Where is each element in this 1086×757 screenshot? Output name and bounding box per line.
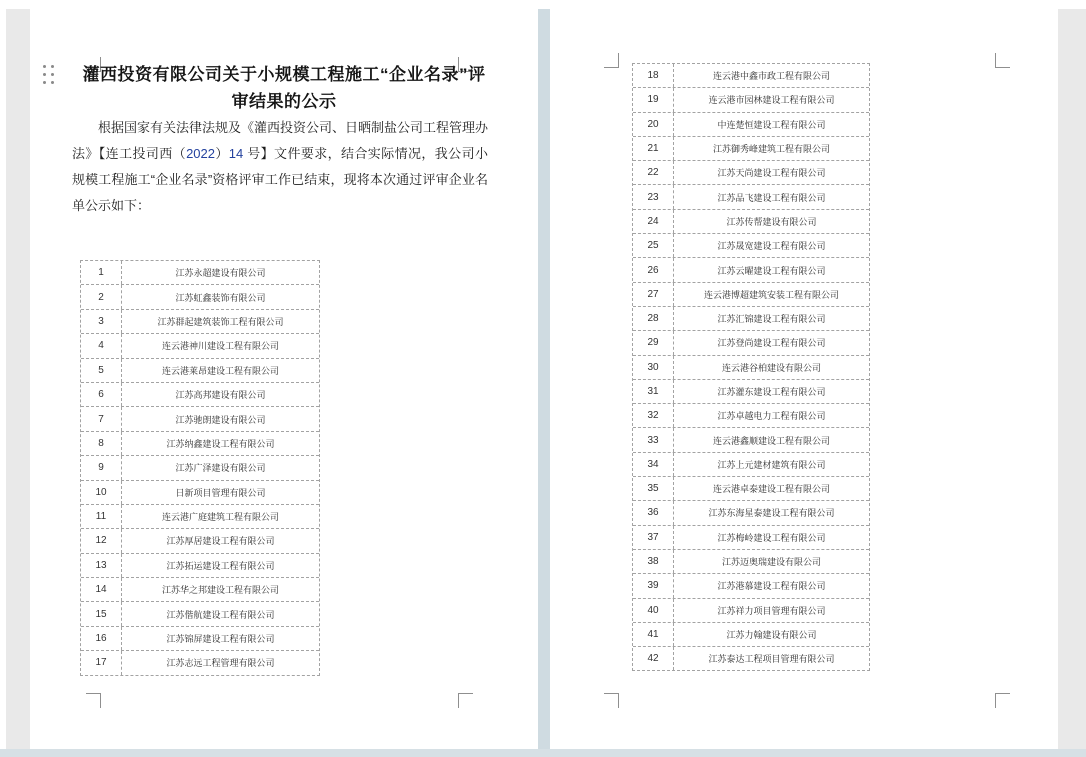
table-row [633,526,869,550]
company-name-cell[interactable]: 连云港广庭建筑工程有限公司 [161,512,279,523]
company-name-cell[interactable]: 江苏御秀峰建筑工程有限公司 [712,144,830,155]
company-name-cell[interactable]: 江苏高邦建设有限公司 [175,390,266,401]
row-number-cell[interactable]: 11 [81,505,122,528]
margin-mark-bottom-right [995,693,1010,708]
row-number-cell[interactable]: 18 [633,64,674,87]
document-title[interactable] [70,61,498,115]
company-name-cell[interactable]: 连云港鑫顺建设工程有限公司 [712,435,830,446]
row-number-cell[interactable]: 42 [633,647,674,670]
row-number-cell[interactable]: 29 [633,331,674,354]
row-number-cell[interactable]: 17 [81,651,122,674]
company-name-cell[interactable]: 江苏虹鑫装饰有限公司 [175,292,266,303]
row-number-cell[interactable]: 10 [81,481,122,504]
row-number-cell[interactable]: 15 [81,602,122,625]
table-row [81,651,319,674]
table-row [633,161,869,185]
company-name-cell[interactable]: 江苏偕航建设工程有限公司 [166,609,275,620]
row-number-cell[interactable]: 40 [633,599,674,622]
row-number-cell[interactable]: 37 [633,526,674,549]
table-row [633,453,869,477]
margin-mark-top-right [995,53,1010,68]
company-name-cell[interactable]: 江苏志远工程管理有限公司 [166,658,275,669]
row-number-cell[interactable]: 22 [633,161,674,184]
table-row [633,210,869,234]
table-row [633,137,869,161]
row-number-cell[interactable]: 27 [633,283,674,306]
row-number-cell[interactable]: 34 [633,453,674,476]
table-row [81,529,319,553]
company-name-cell[interactable]: 连云港博超建筑安装工程有限公司 [703,289,839,300]
paragraph-doc-number: 14 [228,146,244,161]
document-title-line1: 灌西投资有限公司关于小规模工程施工“企业名录”评 [82,65,486,84]
table-row [81,334,319,358]
company-name-cell[interactable]: 江苏灌东建设工程有限公司 [717,387,826,397]
table-row [81,554,319,578]
table-row [633,185,869,209]
paragraph-text: 根据国家有关法律法规及《灌西投资公司、日晒制盐公司工程管理办法》【连工投司西（ [72,120,489,161]
company-name-cell[interactable]: 江苏力翰建设有限公司 [726,629,817,640]
table-row [633,283,869,307]
table-row [81,578,319,602]
company-name-cell[interactable]: 日新项目管理有限公司 [175,487,266,498]
table-row [81,261,319,285]
row-number-cell[interactable]: 16 [81,627,122,650]
company-name-cell[interactable]: 江苏港慕建设工程有限公司 [717,581,826,592]
table-row [633,623,869,647]
row-number-cell[interactable]: 8 [81,432,122,455]
company-name-cell[interactable]: 连云港中鑫市政工程有限公司 [712,71,830,82]
table-row [81,432,319,456]
table-row [81,481,319,505]
company-name-cell[interactable]: 江苏云曜建设工程有限公司 [717,265,826,276]
table-row [81,383,319,407]
margin-mark-top-left [604,53,619,68]
window-bottom-strip [0,749,1086,757]
company-name-cell[interactable]: 江苏天尚建设工程有限公司 [717,168,826,179]
table-row [633,501,869,525]
company-name-cell[interactable]: 连云港莱昂建设工程有限公司 [161,365,279,376]
company-name-cell[interactable]: 江苏卓越电力工程有限公司 [717,411,826,422]
row-number-cell[interactable]: 6 [81,383,122,406]
company-name-cell[interactable]: 江苏迈奥瑞建设有限公司 [721,557,821,568]
company-name-cell[interactable]: 江苏厚居建设工程有限公司 [166,536,275,547]
company-name-cell[interactable]: 江苏拓运建设工程有限公司 [166,560,275,571]
table-row [633,64,869,88]
margin-mark-bottom-left [604,693,619,708]
row-number-cell[interactable]: 12 [81,529,122,552]
document-paragraph[interactable] [72,115,488,219]
row-number-cell[interactable]: 36 [633,501,674,524]
paragraph-text: ） [214,146,229,161]
company-name-cell[interactable]: 中连楚恒建设工程有限公司 [717,119,826,130]
table-row [633,234,869,258]
company-name-cell[interactable]: 江苏驰朗建设有限公司 [175,414,266,425]
row-number-cell[interactable]: 9 [81,456,122,479]
row-number-cell[interactable]: 24 [633,210,674,233]
company-name-cell[interactable]: 江苏广泽建设有限公司 [175,463,266,474]
company-name-cell[interactable]: 江苏锦屏建设工程有限公司 [166,634,275,645]
company-name-cell[interactable]: 江苏群起建筑装饰工程有限公司 [157,316,284,327]
row-number-cell[interactable]: 28 [633,307,674,330]
company-name-cell[interactable]: 连云港谷柏建设有限公司 [721,362,821,373]
table-row [633,356,869,380]
row-number-cell[interactable]: 39 [633,574,674,597]
margin-mark-bottom-right [458,693,473,708]
window-top-strip [0,0,1086,9]
row-number-cell[interactable]: 25 [633,234,674,257]
row-number-cell[interactable]: 31 [633,380,674,403]
table-row [81,359,319,383]
margin-mark-bottom-left [86,693,101,708]
table-row [633,307,869,331]
row-number-cell[interactable]: 13 [81,554,122,577]
table-row [633,258,869,282]
row-number-cell[interactable]: 1 [81,261,122,284]
row-number-cell[interactable]: 2 [81,285,122,308]
row-number-cell[interactable]: 21 [633,137,674,160]
table-row [633,404,869,428]
company-name-cell[interactable]: 江苏晟宽建设工程有限公司 [717,241,826,252]
table-row [81,310,319,334]
table-row [633,428,869,452]
row-number-cell[interactable]: 26 [633,258,674,281]
page-gap [538,9,550,749]
row-number-cell[interactable]: 5 [81,359,122,382]
row-number-cell[interactable]: 19 [633,88,674,111]
table-row [633,574,869,598]
paragraph-drag-handle-icon[interactable] [43,65,55,86]
row-number-cell[interactable]: 7 [81,407,122,430]
row-number-cell[interactable]: 38 [633,550,674,573]
table-row [633,550,869,574]
company-name-cell[interactable]: 江苏泰达工程项目管理有限公司 [708,654,835,665]
table-row [633,380,869,404]
row-number-cell[interactable]: 32 [633,404,674,427]
company-name-cell[interactable]: 江苏祥力项目管理有限公司 [717,605,826,616]
company-name-cell[interactable]: 江苏上元建材建筑有限公司 [717,459,826,470]
page-2[interactable] [550,9,1058,749]
company-name-cell[interactable]: 江苏纳鑫建设工程有限公司 [166,438,275,449]
company-name-cell[interactable]: 连云港市园林建设工程有限公司 [708,95,835,106]
row-number-cell[interactable]: 30 [633,356,674,379]
table-row [81,407,319,431]
row-number-cell[interactable]: 23 [633,185,674,208]
paragraph-year-number: 2022 [186,146,215,161]
company-table-page2 [632,63,870,671]
company-table-page1 [80,260,320,676]
row-number-cell[interactable]: 14 [81,578,122,601]
row-number-cell[interactable]: 41 [633,623,674,646]
company-name-cell[interactable]: 江苏华之邦建设工程有限公司 [161,585,279,596]
company-name-cell[interactable]: 江苏梅岭建设工程有限公司 [717,532,826,543]
company-name-cell[interactable]: 江苏登尚建设工程有限公司 [717,338,826,349]
company-name-cell[interactable]: 江苏永超建设有限公司 [175,268,266,279]
company-name-cell[interactable]: 江苏汇锦建设工程有限公司 [717,314,826,325]
table-row [633,113,869,137]
company-name-cell[interactable]: 连云港神川建设工程有限公司 [161,341,279,352]
table-row [81,602,319,626]
table-row [633,647,869,670]
row-number-cell[interactable]: 4 [81,334,122,357]
table-row [81,285,319,309]
window-left-strip [0,0,6,749]
company-name-cell[interactable]: 连云港卓泰建设工程有限公司 [712,484,830,495]
table-row [81,505,319,529]
table-row [633,331,869,355]
page-1[interactable] [30,9,538,749]
table-row [81,456,319,480]
company-name-cell[interactable]: 江苏传帮建设有限公司 [726,216,817,227]
company-name-cell[interactable]: 江苏东海星泰建设工程有限公司 [708,508,835,519]
table-row [633,88,869,112]
row-number-cell[interactable]: 3 [81,310,122,333]
row-number-cell[interactable]: 35 [633,477,674,500]
table-row [81,627,319,651]
paragraph-text: 号】文件要求，结合实际情况，我公司小规模工程施工“企业名录”资格评审工作已结束，现将本次通过评审企业名单公示如下： [72,146,488,213]
row-number-cell[interactable]: 33 [633,428,674,451]
row-number-cell[interactable]: 20 [633,113,674,136]
table-row [633,599,869,623]
company-name-cell[interactable]: 江苏品飞建设工程有限公司 [717,192,826,203]
table-row [633,477,869,501]
document-title-line2: 审结果的公示 [231,92,337,111]
